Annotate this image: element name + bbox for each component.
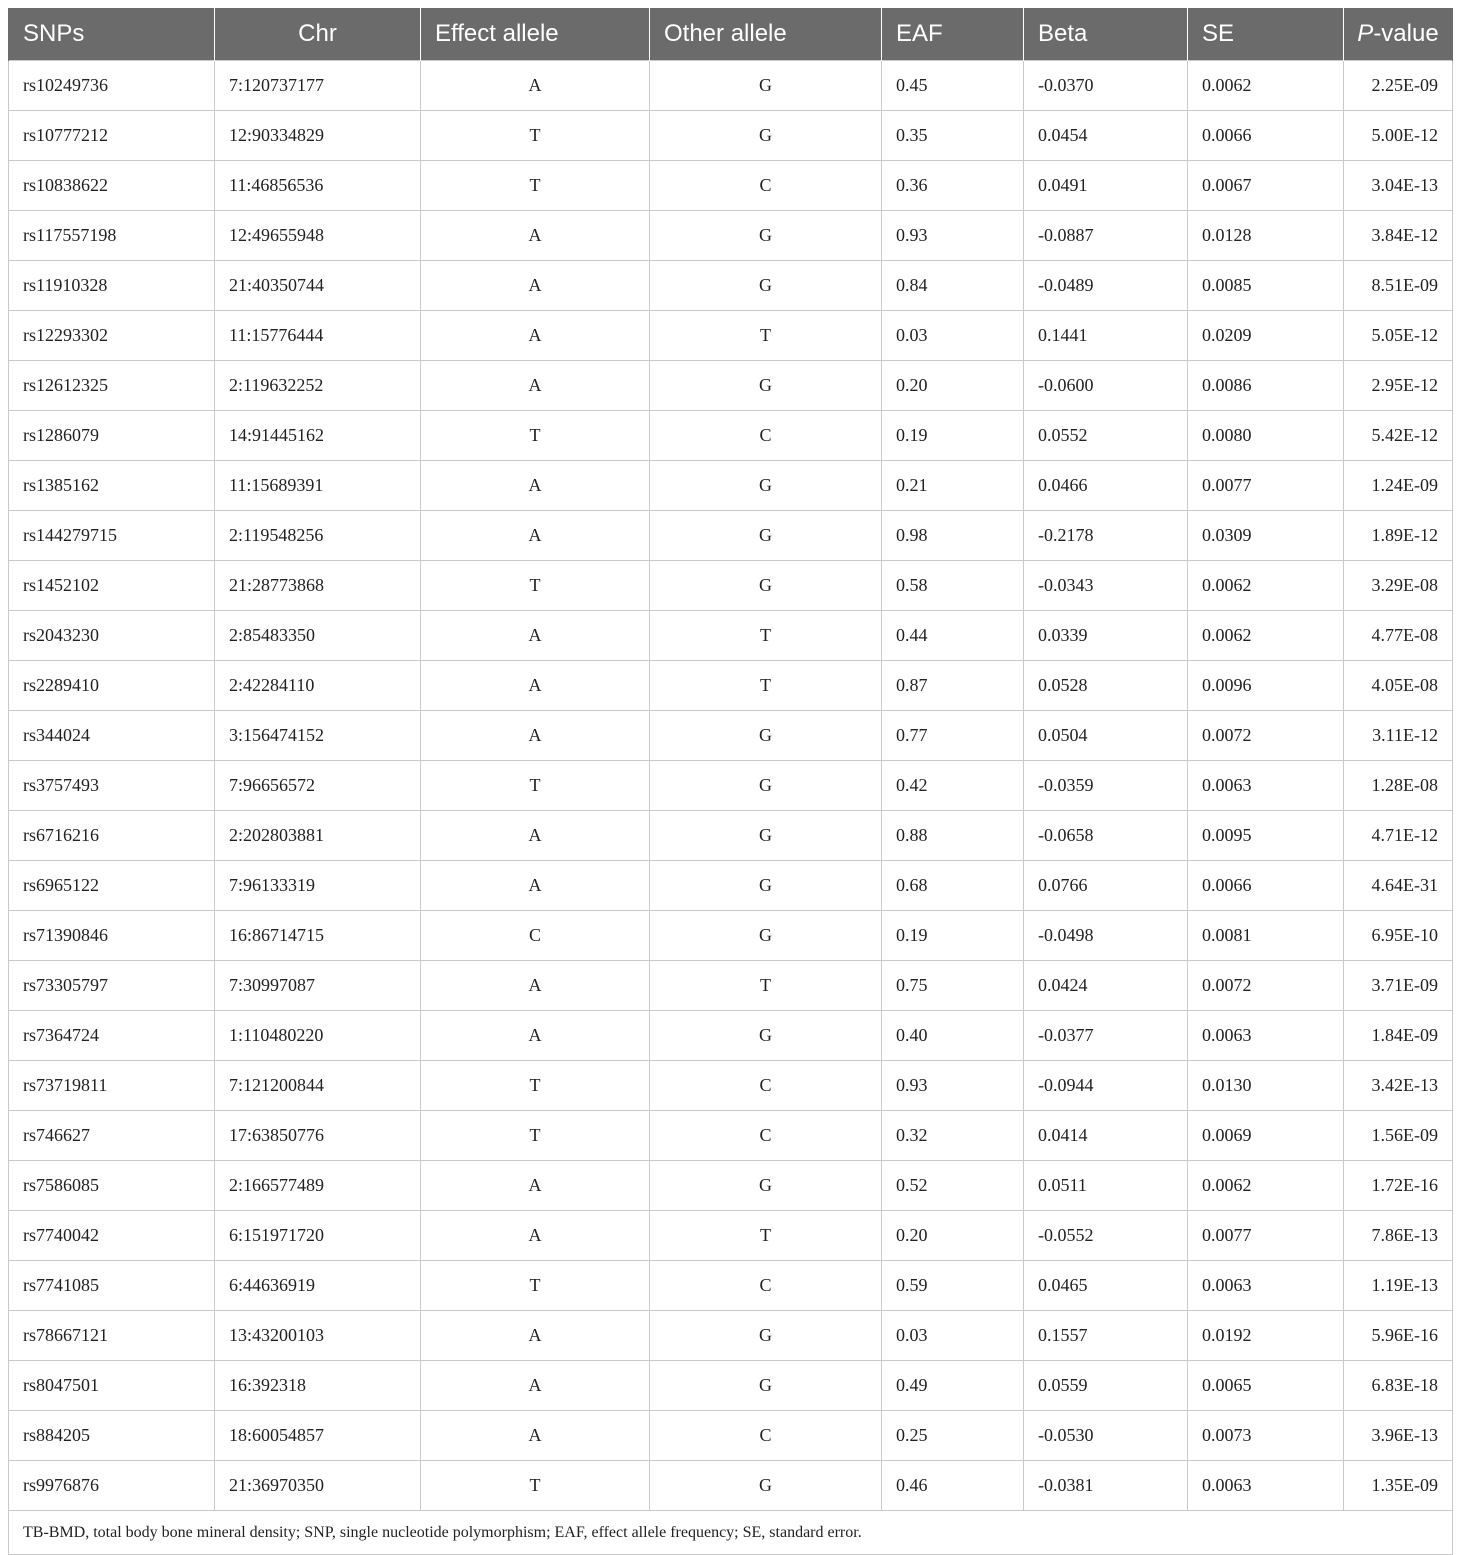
cell-eaf: 0.32	[882, 1111, 1024, 1161]
cell-beta: 0.0559	[1024, 1361, 1188, 1411]
cell-beta: -0.0489	[1024, 261, 1188, 311]
cell-effect-allele: A	[421, 361, 650, 411]
cell-snp: rs117557198	[9, 211, 215, 261]
table-row	[9, 411, 1453, 461]
cell-other-allele: C	[650, 1061, 882, 1111]
cell-p-value: 7.86E-13	[1344, 1211, 1453, 1261]
cell-eaf: 0.49	[882, 1361, 1024, 1411]
cell-eaf: 0.84	[882, 261, 1024, 311]
cell-snp: rs71390846	[9, 911, 215, 961]
cell-eaf: 0.19	[882, 911, 1024, 961]
cell-eaf: 0.93	[882, 211, 1024, 261]
cell-snp: rs12293302	[9, 311, 215, 361]
cell-p-value: 3.96E-13	[1344, 1411, 1453, 1461]
cell-chr: 7:96133319	[215, 861, 421, 911]
cell-beta: -0.0343	[1024, 561, 1188, 611]
cell-eaf: 0.75	[882, 961, 1024, 1011]
cell-p-value: 2.95E-12	[1344, 361, 1453, 411]
cell-beta: -0.0530	[1024, 1411, 1188, 1461]
table-row	[9, 161, 1453, 211]
table-row	[9, 1361, 1453, 1411]
cell-snp: rs746627	[9, 1111, 215, 1161]
cell-effect-allele: T	[421, 1261, 650, 1311]
cell-other-allele: G	[650, 361, 882, 411]
cell-chr: 21:28773868	[215, 561, 421, 611]
cell-p-value: 1.56E-09	[1344, 1111, 1453, 1161]
cell-effect-allele: A	[421, 1211, 650, 1261]
table-row	[9, 211, 1453, 261]
cell-other-allele: G	[650, 1011, 882, 1061]
cell-se: 0.0080	[1188, 411, 1344, 461]
table-row	[9, 311, 1453, 361]
cell-chr: 16:86714715	[215, 911, 421, 961]
cell-p-value: 1.19E-13	[1344, 1261, 1453, 1311]
header-chr: Chr	[215, 8, 421, 61]
cell-effect-allele: A	[421, 711, 650, 761]
table-row	[9, 611, 1453, 661]
cell-beta: 0.0504	[1024, 711, 1188, 761]
cell-snp: rs6716216	[9, 811, 215, 861]
cell-eaf: 0.68	[882, 861, 1024, 911]
cell-beta: -0.0381	[1024, 1461, 1188, 1511]
cell-se: 0.0309	[1188, 511, 1344, 561]
cell-eaf: 0.93	[882, 1061, 1024, 1111]
cell-other-allele: G	[650, 761, 882, 811]
cell-chr: 2:166577489	[215, 1161, 421, 1211]
cell-effect-allele: A	[421, 311, 650, 361]
cell-snp: rs7740042	[9, 1211, 215, 1261]
cell-se: 0.0066	[1188, 111, 1344, 161]
cell-other-allele: T	[650, 1211, 882, 1261]
cell-eaf: 0.40	[882, 1011, 1024, 1061]
cell-beta: -0.0370	[1024, 61, 1188, 111]
cell-p-value: 3.29E-08	[1344, 561, 1453, 611]
cell-chr: 21:40350744	[215, 261, 421, 311]
cell-effect-allele: T	[421, 411, 650, 461]
cell-p-value: 3.84E-12	[1344, 211, 1453, 261]
cell-chr: 12:49655948	[215, 211, 421, 261]
cell-se: 0.0072	[1188, 711, 1344, 761]
cell-se: 0.0085	[1188, 261, 1344, 311]
cell-se: 0.0192	[1188, 1311, 1344, 1361]
table-row	[9, 511, 1453, 561]
cell-other-allele: T	[650, 611, 882, 661]
footnote-row	[9, 1511, 1453, 1555]
cell-eaf: 0.36	[882, 161, 1024, 211]
cell-beta: -0.0377	[1024, 1011, 1188, 1061]
table-row	[9, 1311, 1453, 1361]
table-header-row	[9, 8, 1453, 61]
cell-snp: rs10249736	[9, 61, 215, 111]
header-p-prefix: P	[1357, 20, 1374, 47]
cell-effect-allele: T	[421, 111, 650, 161]
cell-effect-allele: A	[421, 461, 650, 511]
snp-table	[8, 8, 1453, 1555]
cell-other-allele: G	[650, 561, 882, 611]
table-row	[9, 111, 1453, 161]
cell-chr: 7:121200844	[215, 1061, 421, 1111]
table-footnote: TB-BMD, total body bone mineral density; SNP, single nucleotide polymorphism; EAF, effect allele frequency; SE, standard error.	[9, 1511, 1453, 1555]
cell-other-allele: C	[650, 1111, 882, 1161]
cell-p-value: 2.25E-09	[1344, 61, 1453, 111]
cell-chr: 18:60054857	[215, 1411, 421, 1461]
cell-chr: 6:151971720	[215, 1211, 421, 1261]
cell-se: 0.0072	[1188, 961, 1344, 1011]
cell-chr: 16:392318	[215, 1361, 421, 1411]
cell-chr: 2:119632252	[215, 361, 421, 411]
cell-p-value: 3.42E-13	[1344, 1061, 1453, 1111]
cell-beta: 0.1557	[1024, 1311, 1188, 1361]
cell-snp: rs6965122	[9, 861, 215, 911]
cell-chr: 17:63850776	[215, 1111, 421, 1161]
cell-eaf: 0.20	[882, 1211, 1024, 1261]
table-row	[9, 1411, 1453, 1461]
cell-se: 0.0077	[1188, 1211, 1344, 1261]
cell-eaf: 0.19	[882, 411, 1024, 461]
cell-eaf: 0.44	[882, 611, 1024, 661]
cell-beta: -0.0658	[1024, 811, 1188, 861]
cell-snp: rs73305797	[9, 961, 215, 1011]
cell-eaf: 0.87	[882, 661, 1024, 711]
cell-chr: 6:44636919	[215, 1261, 421, 1311]
cell-effect-allele: A	[421, 611, 650, 661]
cell-snp: rs1385162	[9, 461, 215, 511]
cell-other-allele: G	[650, 461, 882, 511]
cell-other-allele: G	[650, 711, 882, 761]
cell-eaf: 0.77	[882, 711, 1024, 761]
cell-other-allele: G	[650, 211, 882, 261]
cell-chr: 2:202803881	[215, 811, 421, 861]
cell-other-allele: C	[650, 161, 882, 211]
header-se: SE	[1188, 8, 1344, 61]
table-row	[9, 1461, 1453, 1511]
cell-se: 0.0095	[1188, 811, 1344, 861]
cell-effect-allele: A	[421, 1011, 650, 1061]
cell-beta: -0.0498	[1024, 911, 1188, 961]
table-row	[9, 1061, 1453, 1111]
cell-p-value: 1.89E-12	[1344, 511, 1453, 561]
cell-eaf: 0.52	[882, 1161, 1024, 1211]
cell-snp: rs9976876	[9, 1461, 215, 1511]
cell-snp: rs884205	[9, 1411, 215, 1461]
cell-beta: 0.0528	[1024, 661, 1188, 711]
cell-other-allele: C	[650, 1261, 882, 1311]
cell-chr: 7:96656572	[215, 761, 421, 811]
cell-se: 0.0062	[1188, 561, 1344, 611]
cell-chr: 3:156474152	[215, 711, 421, 761]
cell-effect-allele: A	[421, 261, 650, 311]
header-eaf: EAF	[882, 8, 1024, 61]
cell-se: 0.0063	[1188, 1261, 1344, 1311]
cell-effect-allele: T	[421, 561, 650, 611]
cell-p-value: 4.64E-31	[1344, 861, 1453, 911]
cell-effect-allele: A	[421, 1411, 650, 1461]
cell-other-allele: G	[650, 911, 882, 961]
cell-other-allele: C	[650, 411, 882, 461]
cell-eaf: 0.20	[882, 361, 1024, 411]
cell-chr: 12:90334829	[215, 111, 421, 161]
cell-snp: rs78667121	[9, 1311, 215, 1361]
cell-other-allele: G	[650, 61, 882, 111]
cell-snp: rs73719811	[9, 1061, 215, 1111]
cell-effect-allele: T	[421, 1061, 650, 1111]
cell-eaf: 0.03	[882, 311, 1024, 361]
cell-effect-allele: A	[421, 61, 650, 111]
cell-snp: rs344024	[9, 711, 215, 761]
cell-se: 0.0073	[1188, 1411, 1344, 1461]
cell-p-value: 4.05E-08	[1344, 661, 1453, 711]
cell-other-allele: C	[650, 1411, 882, 1461]
cell-chr: 2:85483350	[215, 611, 421, 661]
cell-snp: rs8047501	[9, 1361, 215, 1411]
cell-p-value: 6.95E-10	[1344, 911, 1453, 961]
cell-effect-allele: T	[421, 761, 650, 811]
table-row	[9, 261, 1453, 311]
cell-effect-allele: A	[421, 1161, 650, 1211]
cell-chr: 14:91445162	[215, 411, 421, 461]
cell-beta: -0.0359	[1024, 761, 1188, 811]
header-p-value	[1344, 8, 1453, 61]
cell-snp: rs11910328	[9, 261, 215, 311]
cell-se: 0.0130	[1188, 1061, 1344, 1111]
cell-p-value: 1.28E-08	[1344, 761, 1453, 811]
cell-other-allele: T	[650, 311, 882, 361]
cell-se: 0.0128	[1188, 211, 1344, 261]
cell-beta: 0.0465	[1024, 1261, 1188, 1311]
cell-p-value: 3.71E-09	[1344, 961, 1453, 1011]
cell-beta: 0.0339	[1024, 611, 1188, 661]
cell-se: 0.0066	[1188, 861, 1344, 911]
cell-effect-allele: T	[421, 1461, 650, 1511]
cell-se: 0.0081	[1188, 911, 1344, 961]
cell-p-value: 5.96E-16	[1344, 1311, 1453, 1361]
table-row	[9, 1161, 1453, 1211]
cell-se: 0.0062	[1188, 1161, 1344, 1211]
cell-p-value: 1.35E-09	[1344, 1461, 1453, 1511]
cell-other-allele: G	[650, 111, 882, 161]
cell-beta: 0.0491	[1024, 161, 1188, 211]
cell-p-value: 1.72E-16	[1344, 1161, 1453, 1211]
table-row	[9, 711, 1453, 761]
table-row	[9, 461, 1453, 511]
table-row	[9, 361, 1453, 411]
cell-chr: 21:36970350	[215, 1461, 421, 1511]
cell-beta: -0.0887	[1024, 211, 1188, 261]
cell-snp: rs12612325	[9, 361, 215, 411]
cell-eaf: 0.58	[882, 561, 1024, 611]
cell-eaf: 0.25	[882, 1411, 1024, 1461]
table-row	[9, 961, 1453, 1011]
cell-chr: 13:43200103	[215, 1311, 421, 1361]
cell-effect-allele: A	[421, 1311, 650, 1361]
cell-se: 0.0069	[1188, 1111, 1344, 1161]
table-row	[9, 61, 1453, 111]
cell-se: 0.0077	[1188, 461, 1344, 511]
header-other-allele: Other allele	[650, 8, 882, 61]
cell-beta: -0.2178	[1024, 511, 1188, 561]
cell-p-value: 6.83E-18	[1344, 1361, 1453, 1411]
cell-beta: 0.0552	[1024, 411, 1188, 461]
cell-chr: 11:15776444	[215, 311, 421, 361]
cell-se: 0.0063	[1188, 1011, 1344, 1061]
cell-beta: -0.0944	[1024, 1061, 1188, 1111]
cell-effect-allele: A	[421, 1361, 650, 1411]
cell-other-allele: T	[650, 961, 882, 1011]
cell-chr: 11:15689391	[215, 461, 421, 511]
cell-p-value: 5.42E-12	[1344, 411, 1453, 461]
cell-eaf: 0.88	[882, 811, 1024, 861]
cell-snp: rs2043230	[9, 611, 215, 661]
table-row	[9, 1011, 1453, 1061]
cell-p-value: 1.24E-09	[1344, 461, 1453, 511]
table-row	[9, 911, 1453, 961]
cell-other-allele: G	[650, 1311, 882, 1361]
cell-p-value: 1.84E-09	[1344, 1011, 1453, 1061]
cell-snp: rs10838622	[9, 161, 215, 211]
cell-snp: rs2289410	[9, 661, 215, 711]
table-row	[9, 761, 1453, 811]
table-row	[9, 1211, 1453, 1261]
cell-se: 0.0065	[1188, 1361, 1344, 1411]
cell-eaf: 0.45	[882, 61, 1024, 111]
cell-snp: rs3757493	[9, 761, 215, 811]
cell-beta: 0.0414	[1024, 1111, 1188, 1161]
cell-other-allele: G	[650, 811, 882, 861]
cell-effect-allele: A	[421, 661, 650, 711]
cell-eaf: 0.35	[882, 111, 1024, 161]
cell-other-allele: G	[650, 1161, 882, 1211]
cell-se: 0.0062	[1188, 61, 1344, 111]
cell-effect-allele: T	[421, 161, 650, 211]
cell-chr: 2:119548256	[215, 511, 421, 561]
cell-se: 0.0062	[1188, 611, 1344, 661]
cell-effect-allele: A	[421, 811, 650, 861]
cell-effect-allele: C	[421, 911, 650, 961]
cell-eaf: 0.46	[882, 1461, 1024, 1511]
cell-se: 0.0096	[1188, 661, 1344, 711]
table-row	[9, 811, 1453, 861]
cell-other-allele: T	[650, 661, 882, 711]
cell-snp: rs1452102	[9, 561, 215, 611]
cell-se: 0.0063	[1188, 1461, 1344, 1511]
table-row	[9, 1261, 1453, 1311]
header-snps: SNPs	[9, 8, 215, 61]
cell-p-value: 8.51E-09	[1344, 261, 1453, 311]
cell-se: 0.0086	[1188, 361, 1344, 411]
table-row	[9, 561, 1453, 611]
cell-eaf: 0.42	[882, 761, 1024, 811]
cell-beta: 0.0766	[1024, 861, 1188, 911]
cell-p-value: 5.05E-12	[1344, 311, 1453, 361]
table-body	[9, 61, 1453, 1511]
cell-effect-allele: A	[421, 211, 650, 261]
cell-other-allele: G	[650, 511, 882, 561]
cell-chr: 1:110480220	[215, 1011, 421, 1061]
cell-se: 0.0063	[1188, 761, 1344, 811]
cell-effect-allele: A	[421, 961, 650, 1011]
table-row	[9, 661, 1453, 711]
cell-effect-allele: A	[421, 511, 650, 561]
table-row	[9, 861, 1453, 911]
cell-eaf: 0.59	[882, 1261, 1024, 1311]
cell-p-value: 3.11E-12	[1344, 711, 1453, 761]
cell-snp: rs7364724	[9, 1011, 215, 1061]
cell-other-allele: G	[650, 261, 882, 311]
cell-snp: rs7741085	[9, 1261, 215, 1311]
header-effect-allele: Effect allele	[421, 8, 650, 61]
cell-p-value: 5.00E-12	[1344, 111, 1453, 161]
cell-eaf: 0.98	[882, 511, 1024, 561]
cell-p-value: 3.04E-13	[1344, 161, 1453, 211]
cell-snp: rs144279715	[9, 511, 215, 561]
snp-table-container	[8, 8, 1452, 1555]
cell-eaf: 0.03	[882, 1311, 1024, 1361]
cell-p-value: 4.77E-08	[1344, 611, 1453, 661]
cell-beta: -0.0600	[1024, 361, 1188, 411]
cell-beta: 0.1441	[1024, 311, 1188, 361]
cell-beta: -0.0552	[1024, 1211, 1188, 1261]
cell-se: 0.0209	[1188, 311, 1344, 361]
cell-beta: 0.0466	[1024, 461, 1188, 511]
cell-snp: rs7586085	[9, 1161, 215, 1211]
cell-snp: rs1286079	[9, 411, 215, 461]
cell-p-value: 4.71E-12	[1344, 811, 1453, 861]
header-p-suffix: -value	[1373, 20, 1439, 47]
cell-beta: 0.0511	[1024, 1161, 1188, 1211]
cell-effect-allele: T	[421, 1111, 650, 1161]
cell-chr: 11:46856536	[215, 161, 421, 211]
cell-beta: 0.0454	[1024, 111, 1188, 161]
header-beta: Beta	[1024, 8, 1188, 61]
cell-chr: 7:30997087	[215, 961, 421, 1011]
cell-se: 0.0067	[1188, 161, 1344, 211]
cell-effect-allele: A	[421, 861, 650, 911]
cell-other-allele: G	[650, 1361, 882, 1411]
cell-chr: 2:42284110	[215, 661, 421, 711]
cell-snp: rs10777212	[9, 111, 215, 161]
cell-eaf: 0.21	[882, 461, 1024, 511]
cell-other-allele: G	[650, 861, 882, 911]
cell-beta: 0.0424	[1024, 961, 1188, 1011]
cell-other-allele: G	[650, 1461, 882, 1511]
table-row	[9, 1111, 1453, 1161]
cell-chr: 7:120737177	[215, 61, 421, 111]
